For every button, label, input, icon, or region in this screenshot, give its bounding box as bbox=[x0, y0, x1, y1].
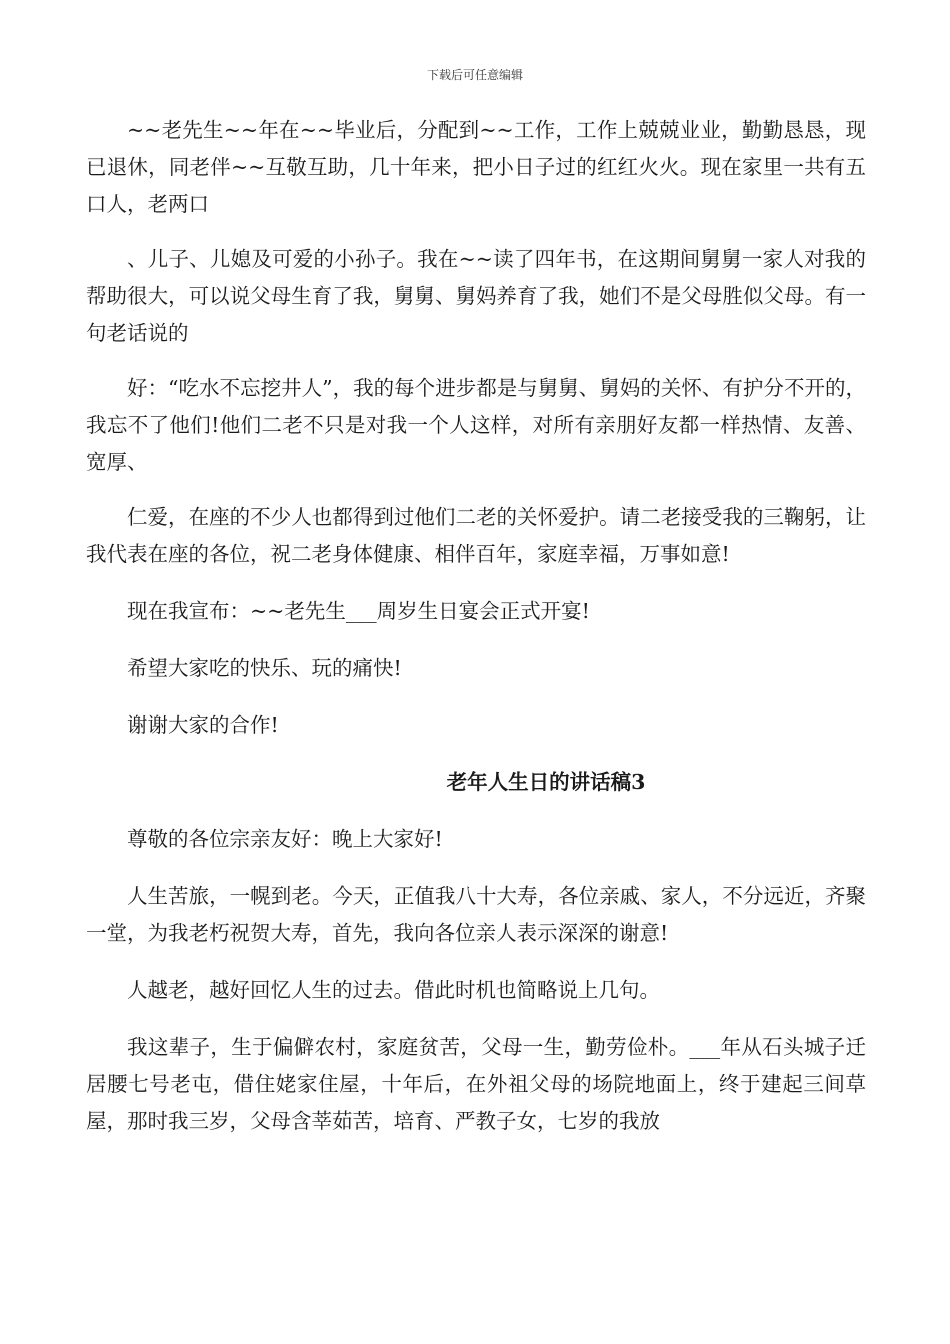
section-title: 老年人生日的讲话稿3 bbox=[446, 770, 646, 794]
paragraph: 现在我宣布：~~老先生___周岁生日宴会正式开宴! bbox=[127, 599, 590, 623]
paragraph: 我这辈子，生于偏僻农村，家庭贫苦，父母一生，勤劳俭朴。___年从石头城子迁居腰七号老屯，借住姥家住屋，十年后，在外祖父母的场院地面上，终于建起三间草屋，那时我三岁，父母含莘茹苦，培育、严教子女，七岁的我放 bbox=[86, 1035, 866, 1133]
paragraph: 尊敬的各位宗亲友好：晚上大家好! bbox=[127, 827, 443, 851]
paragraph: 人生苦旅，一幌到老。今天，正值我八十大寿，各位亲戚、家人，不分远近，齐聚一堂，为我老朽祝贺大寿，首先，我向各位亲人表示深深的谢意! bbox=[86, 884, 866, 945]
paragraph: 、儿子、儿媳及可爱的小孙子。我在~~读了四年书，在这期间舅舅一家人对我的帮助很大，可以说父母生育了我，舅舅、舅妈养育了我，她们不是父母胜似父母。有一句老话说的 bbox=[86, 247, 866, 345]
document-body bbox=[86, 112, 866, 1140]
page-header: 下载后可任意编辑 bbox=[426, 68, 523, 82]
paragraph: 希望大家吃的快乐、玩的痛快! bbox=[127, 656, 402, 680]
paragraph: 仁爱，在座的不少人也都得到过他们二老的关怀爱护。请二老接受我的三鞠躬，让我代表在座的各位，祝二老身体健康、相伴百年，家庭幸福，万事如意! bbox=[86, 505, 866, 566]
paragraph: ~~老先生~~年在~~毕业后，分配到~~工作，工作上兢兢业业，勤勤恳恳，现已退休，同老伴~~互敬互助，几十年来，把小日子过的红红火火。现在家里一共有五口人，老两口 bbox=[86, 118, 866, 216]
paragraph: 人越老，越好回忆人生的过去。借此时机也简略说上几句。 bbox=[127, 978, 660, 1002]
paragraph: 谢谢大家的合作! bbox=[127, 713, 279, 737]
paragraph: 好：“吃水不忘挖井人”，我的每个进步都是与舅舅、舅妈的关怀、有护分不开的，我忘不了他们!他们二老不只是对我一个人这样，对所有亲朋好友都一样热情、友善、宽厚、 bbox=[86, 376, 866, 474]
